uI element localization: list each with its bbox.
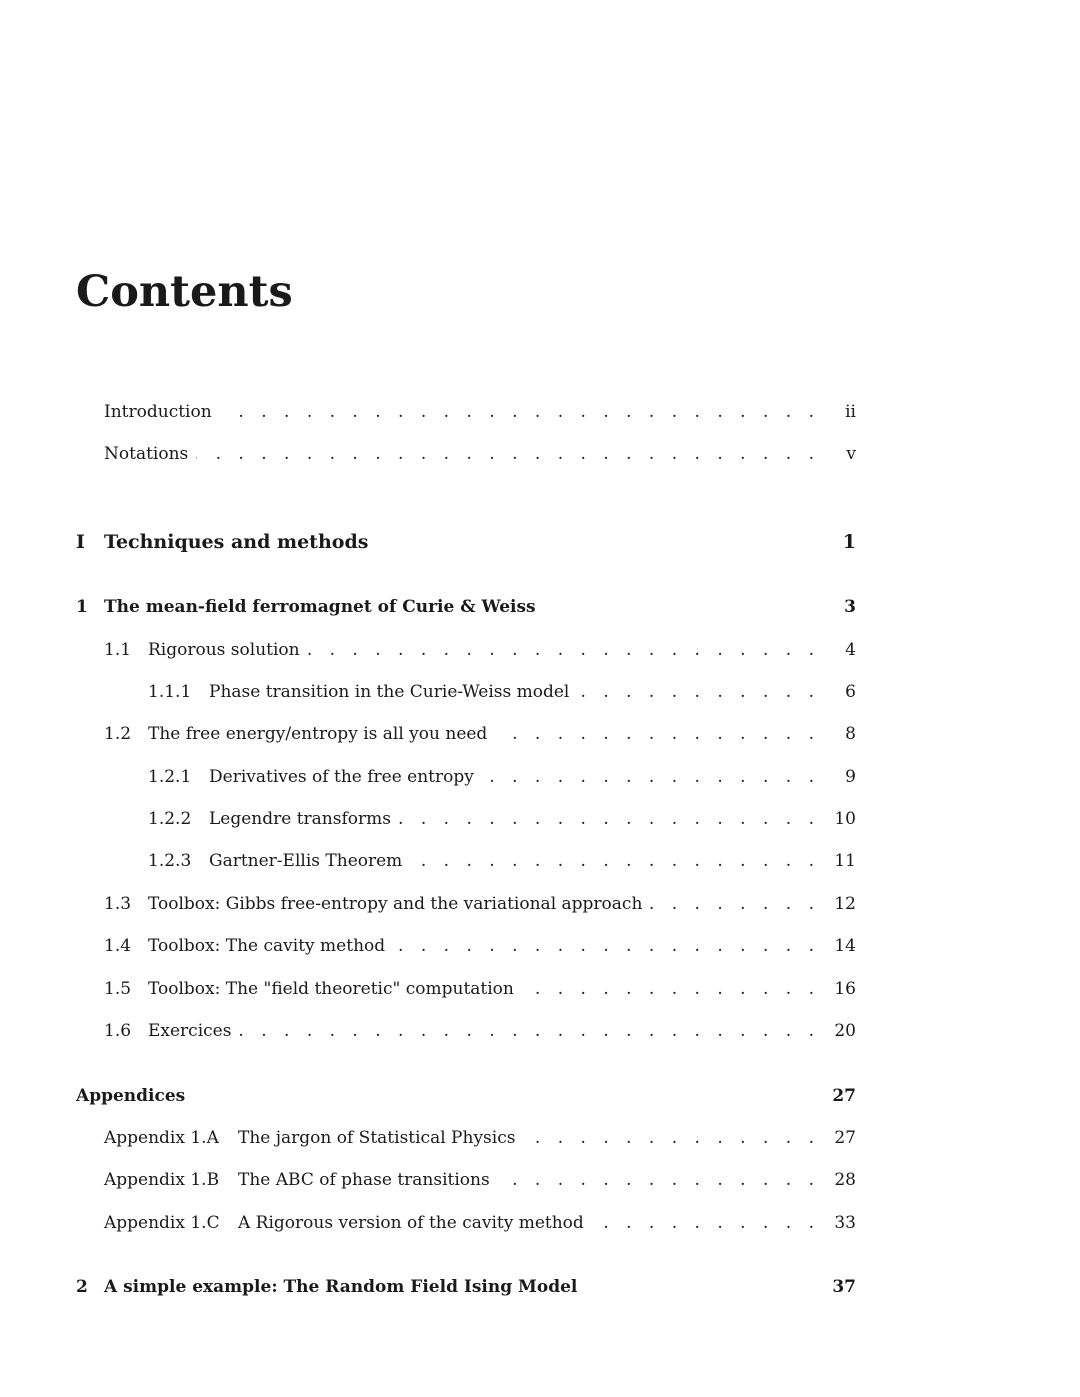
toc-page: 27 bbox=[832, 1086, 856, 1106]
toc-number: 1.5 bbox=[104, 979, 132, 999]
toc-label: A simple example: The Random Field Ising Model bbox=[104, 1277, 578, 1297]
dot-leader bbox=[522, 974, 820, 1004]
toc-label: Rigorous solution bbox=[148, 640, 300, 660]
toc-page: v bbox=[846, 444, 856, 464]
toc-subsection-1-2-1[interactable] bbox=[148, 762, 856, 792]
toc-page: 1 bbox=[842, 531, 856, 553]
toc-label: The ABC of phase transitions bbox=[238, 1170, 490, 1190]
toc-page: 11 bbox=[834, 851, 856, 871]
toc-label: Toolbox: The "field theoretic" computation bbox=[148, 979, 514, 999]
dot-leader bbox=[482, 762, 820, 792]
toc-page: 37 bbox=[832, 1277, 856, 1297]
toc-number: I bbox=[76, 531, 85, 553]
toc-number: 1 bbox=[76, 597, 88, 617]
dot-leader bbox=[196, 439, 820, 469]
toc-number: 2 bbox=[76, 1277, 88, 1297]
toc-label: Techniques and methods bbox=[104, 531, 369, 553]
toc-label: Gartner-Ellis Theorem bbox=[209, 851, 403, 871]
toc-number: 1.4 bbox=[104, 936, 132, 956]
toc-number: Appendix 1.A bbox=[104, 1128, 219, 1148]
toc-page: 3 bbox=[844, 597, 856, 617]
toc-part-1[interactable] bbox=[76, 527, 856, 557]
toc-page: 16 bbox=[834, 979, 856, 999]
toc-subsection-1-2-3[interactable] bbox=[148, 846, 856, 876]
toc-number: 1.6 bbox=[104, 1021, 132, 1041]
toc-section-1-5[interactable] bbox=[104, 974, 856, 1004]
toc-subsection-1-2-2[interactable] bbox=[148, 804, 856, 834]
toc-label: A Rigorous version of the cavity method bbox=[238, 1213, 584, 1233]
dot-leader bbox=[650, 889, 820, 919]
toc-number: 1.2.3 bbox=[148, 851, 192, 871]
toc-section-1-1[interactable] bbox=[104, 635, 856, 665]
dot-leader bbox=[592, 1208, 820, 1238]
toc-label: Introduction bbox=[104, 402, 212, 422]
toc-chapter-1[interactable] bbox=[76, 592, 856, 622]
toc-appendix-1a[interactable] bbox=[104, 1123, 856, 1153]
toc-label: The jargon of Statistical Physics bbox=[238, 1128, 516, 1148]
toc-number: 1.3 bbox=[104, 894, 132, 914]
toc-label: Appendices bbox=[76, 1086, 186, 1106]
toc-number: Appendix 1.B bbox=[104, 1170, 220, 1190]
toc-section-1-6[interactable] bbox=[104, 1016, 856, 1046]
dot-leader bbox=[577, 677, 820, 707]
toc-section-1-4[interactable] bbox=[104, 931, 856, 961]
dot-leader bbox=[399, 804, 820, 834]
toc-label: Legendre transforms bbox=[209, 809, 391, 829]
dot-leader bbox=[523, 1123, 820, 1153]
toc-label: Derivatives of the free entropy bbox=[209, 767, 474, 787]
toc-page: 10 bbox=[834, 809, 856, 829]
toc-appendix-1b[interactable] bbox=[104, 1165, 856, 1195]
toc-label: Notations bbox=[104, 444, 189, 464]
toc-number: 1.2.1 bbox=[148, 767, 192, 787]
toc-number: 1.2 bbox=[104, 724, 132, 744]
toc-page: 20 bbox=[834, 1021, 856, 1041]
toc-page: 8 bbox=[845, 724, 856, 744]
toc-entry-introduction[interactable] bbox=[104, 397, 856, 427]
dot-leader bbox=[495, 719, 820, 749]
toc-page: 4 bbox=[845, 640, 856, 660]
toc-page: 33 bbox=[834, 1213, 856, 1233]
toc-page: 12 bbox=[834, 894, 856, 914]
toc-number: 1.2.2 bbox=[148, 809, 192, 829]
toc-chapter-2[interactable] bbox=[76, 1272, 856, 1302]
toc-appendix-1c[interactable] bbox=[104, 1208, 856, 1238]
dot-leader bbox=[498, 1165, 820, 1195]
toc-page: 6 bbox=[845, 682, 856, 702]
dot-leader bbox=[308, 635, 820, 665]
toc-label: Toolbox: Gibbs free-entropy and the variational approach bbox=[148, 894, 643, 914]
toc-page: 14 bbox=[834, 936, 856, 956]
toc-page: ii bbox=[845, 402, 856, 422]
toc-page: 27 bbox=[834, 1128, 856, 1148]
toc-entry-notations[interactable] bbox=[104, 439, 856, 469]
toc-label: Phase transition in the Curie-Weiss model bbox=[209, 682, 570, 702]
toc-label: Exercices bbox=[148, 1021, 232, 1041]
toc-number: Appendix 1.C bbox=[104, 1213, 220, 1233]
toc-appendices[interactable] bbox=[76, 1081, 856, 1111]
toc-section-1-3[interactable] bbox=[104, 889, 856, 919]
toc-subsection-1-1-1[interactable] bbox=[148, 677, 856, 707]
toc-label: The mean-field ferromagnet of Curie & Weiss bbox=[104, 597, 536, 617]
toc-page: 9 bbox=[845, 767, 856, 787]
page-title: Contents bbox=[76, 267, 293, 317]
toc-page: 28 bbox=[834, 1170, 856, 1190]
toc-number: 1.1 bbox=[104, 640, 132, 660]
toc-label: The free energy/entropy is all you need bbox=[148, 724, 488, 744]
dot-leader bbox=[220, 397, 820, 427]
toc-number: 1.1.1 bbox=[148, 682, 192, 702]
toc-section-1-2[interactable] bbox=[104, 719, 856, 749]
dot-leader bbox=[239, 1016, 820, 1046]
dot-leader bbox=[393, 931, 820, 961]
toc-label: Toolbox: The cavity method bbox=[148, 936, 386, 956]
dot-leader bbox=[410, 846, 820, 876]
